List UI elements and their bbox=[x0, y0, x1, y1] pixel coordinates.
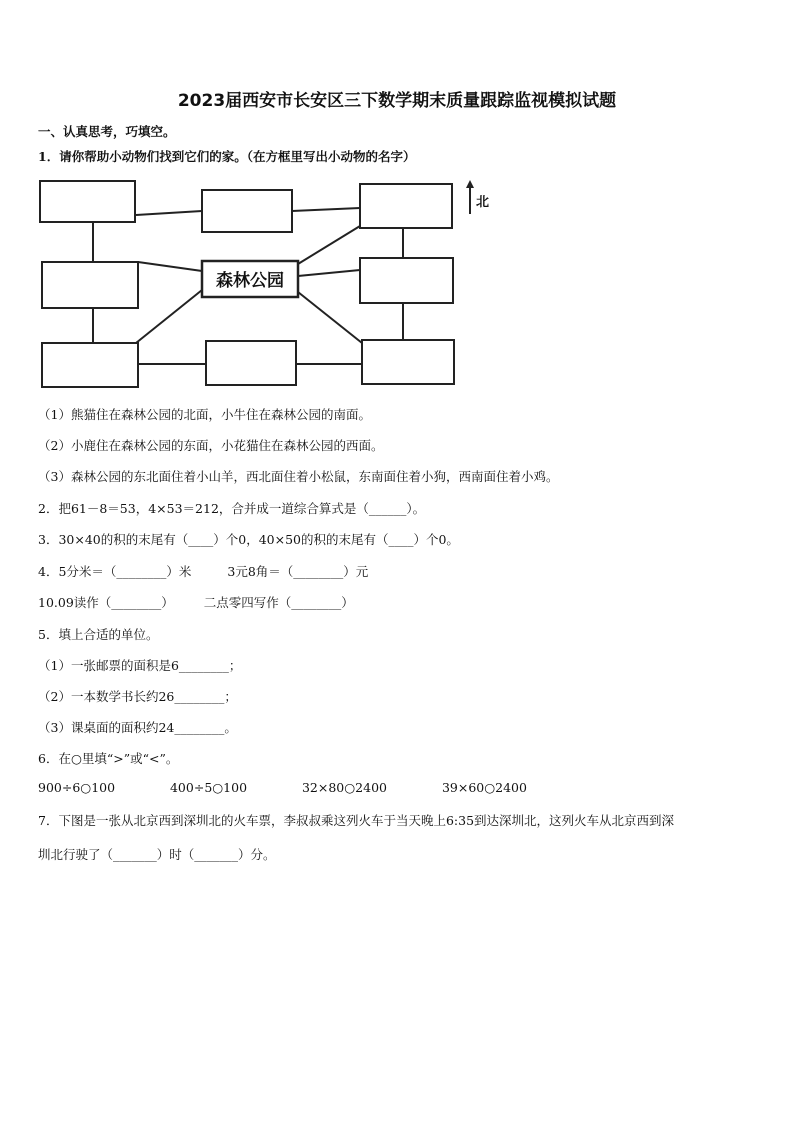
question-4-line-2 bbox=[38, 593, 354, 611]
question-7-line-2: 圳北行驶了（_______）时（_______）分。 bbox=[38, 847, 276, 862]
question-4-line-1 bbox=[38, 562, 368, 580]
q4-part-a: 4．5分米＝（________）米 bbox=[38, 564, 192, 579]
q5-item-3: （3）课桌面的面积约24________。 bbox=[38, 720, 237, 735]
q1-item-2: （2）小鹿住在森林公园的东面，小花猫住在森林公园的西面。 bbox=[38, 438, 384, 453]
question-3: 3．30×40的积的末尾有（____）个0，40×50的积的末尾有（____）个0。 bbox=[38, 532, 459, 547]
q1-item-3: （3）森林公园的东北面住着小山羊，西北面住着小松鼠，东南面住着小狗，西南面住着小鸡。 bbox=[38, 469, 559, 484]
north-label: 北 bbox=[476, 195, 490, 210]
home-box-northwest bbox=[40, 181, 135, 222]
q6-item-3: 32×80○2400 bbox=[301, 780, 387, 795]
q4-part-d: 二点零四写作（________） bbox=[203, 595, 354, 610]
question-7-line-1: 7．下图是一张从北京西到深圳北的火车票，李叔叔乘这列火车于当天晚上6:35到达深圳北，这列火车从北京西到深 bbox=[38, 813, 675, 828]
forest-park-map bbox=[38, 178, 498, 393]
q4-part-b: 3元8角＝（________）元 bbox=[227, 564, 369, 579]
home-box-south bbox=[206, 341, 296, 385]
home-box-west bbox=[42, 262, 138, 308]
q6-item-4: 39×60○2400 bbox=[441, 780, 527, 795]
question-6: 6．在○里填“>”或“<”。 bbox=[38, 751, 179, 766]
home-box-southwest bbox=[42, 343, 138, 387]
page-title: 2023届西安市长安区三下数学期末质量跟踪监视模拟试题 bbox=[177, 91, 617, 111]
q6-comparisons bbox=[38, 780, 527, 795]
q5-item-1: （1）一张邮票的面积是6________； bbox=[38, 658, 242, 673]
forest-park-label: 森林公园 bbox=[216, 271, 284, 291]
home-box-east bbox=[360, 258, 453, 303]
north-arrow-icon bbox=[466, 180, 474, 214]
home-box-southeast bbox=[362, 340, 454, 384]
question-5: 5．填上合适的单位。 bbox=[38, 627, 159, 642]
q4-part-c: 10.09读作（________） bbox=[38, 595, 174, 610]
home-box-northeast bbox=[360, 184, 452, 228]
section-heading: 一、认真思考，巧填空。 bbox=[38, 124, 176, 139]
question-1: 1．请你帮助小动物们找到它们的家。（在方框里写出小动物的名字） bbox=[38, 149, 416, 164]
q6-item-2: 400÷5○100 bbox=[169, 780, 248, 795]
q6-item-1: 900÷6○100 bbox=[38, 780, 116, 795]
q1-item-1: （1）熊猫住在森林公园的北面，小牛住在森林公园的南面。 bbox=[38, 407, 371, 422]
home-box-north bbox=[202, 190, 292, 232]
q5-item-2: （2）一本数学书长约26________； bbox=[38, 689, 237, 704]
question-2: 2．把61－8＝53，4×53＝212，合并成一道综合算式是（______）。 bbox=[38, 501, 426, 516]
